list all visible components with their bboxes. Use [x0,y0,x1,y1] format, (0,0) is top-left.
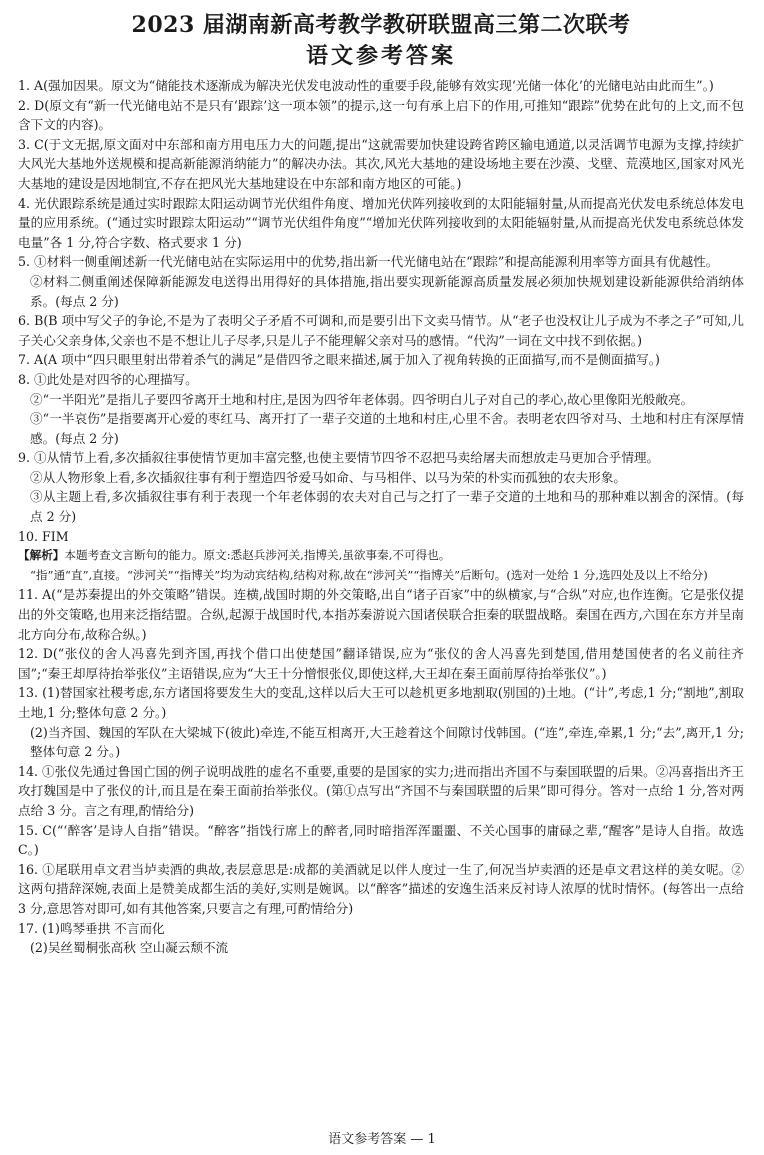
answer-q7: 7. A(A 项中“四只眼里射出带着杀气的满足”是借四爷之眼来描述,属于加入了视角转换的正面描写,而不是侧面描写。) [18,352,660,368]
page-footer: 语文参考答案 — 1 [328,1132,436,1147]
answer-q8-point3: ③“一半哀伤”是指要离开心爱的枣红马、离开打了一辈子交道的土地和村庄,心里不舍。表明老农四爷对马、土地和村庄有深厚情感。(每点 2 分) [30,411,744,446]
answer-q11: 11. A(“是苏秦提出的外交策略”错误。连横,战国时期的外交策略,出自“诸子百家”中的纵横家,与“合纵”对应,也作连衡。它是张仪提出的外交策略,也用来泛指结盟。合纵,起源于战国时代,本指苏秦游说六国诸侯联合拒秦的联盟战略。秦国在西方,六国在东方并呈南北方向分布,故称合纵。) [18,587,744,642]
answer-q10: 10. FIM [18,528,69,544]
answer-q10-analysis [18,546,744,566]
answer-q8-point1: 8. ①此处是对四爷的心理描写。 [18,371,198,387]
answer-q13-part2: (2)当齐国、魏国的军队在大梁城下(彼此)牵连,不能互相离开,大王趁着这个间隙讨伐韩国。(“连”,牵连,牵累,1 分;“去”,离开,1 分;整体句意 2 分。) [30,724,744,760]
answer-q8-point2: ②“一半阳光”是指儿子要四爷离开土地和村庄,是因为四爷年老体弱。四爷明白儿子对自己的孝心,故心里像阳光般敞亮。 [30,391,694,407]
document-title: 2023 届湖南新高考教学教研联盟高三第二次联考 [131,12,631,38]
answer-q17-part1: 17. (1)鸣琴垂拱 不言而化 [18,920,165,936]
answer-q1: 1. A(强加因果。原文为“储能技术逐渐成为解决光伏发电波动性的重要手段,能够有效实现‘光储一体化’的光储电站由此而生”。) [18,78,714,93]
answer-q6: 6. B(B 项中写父子的争论,不是为了表明父子矛盾不可调和,而是要引出下文卖马情节。从“老子也没权让儿子成为不孝之子”可知,儿子关心父亲身体,父亲也不是不想让儿子尽孝,只是儿子不能理解父亲对马的感情。“代沟”一词在文中找不到依据。) [18,313,744,348]
answer-q15: 15. C(“‘醉客’是诗人自指”错误。“醉客”指饯行席上的醉者,同时暗指浑浑噩噩、不关心国事的庸碌之辈,“醒客”是诗人自指。故选 C。) [18,822,744,858]
answer-q5-point2: ②材料二侧重阐述保障新能源发电送得出用得好的具体措施,指出要实现新能源高质量发展必须加快规划建设新能源供给消纳体系。(每点 2 分) [30,273,744,309]
answer-q10-analysis-detail: “指”通“直”,直接。“涉河关”“指博关”均为动宾结构,结构对称,故在“涉河关”“指博关”后断句。(选对一处给 1 分,选四处及以上不给分) [30,567,708,582]
answer-q2: 2. D(原文有“新一代光储电站不是只有‘跟踪’这一项本领”的提示,这一句有承上启下的作用,可推知“跟踪”优势在此句的上文,而不包含下文的内容)。 [18,97,744,133]
answer-q4: 4. 光伏跟踪系统是通过实时跟踪太阳运动调节光伏组件角度、增加光伏阵列接收到的太阳能辐射量,从而提高光伏发电系统总体发电量的应用系统。(“通过实时跟踪太阳运动”“调节光伏组件角度”“增加光伏阵列接收到的太阳能辐射量,从而提高光伏发电系统总体发电量”各 1 分,符合字数、格式要求 1 分) [18,195,744,250]
answer-q5-point1: 5. ①材料一侧重阐述新一代光储电站在实际运用中的优势,指出新一代光储电站在“跟踪”和提高能源利用率等方面具有优越性。 [18,254,719,270]
document-subtitle: 语文参考答案 [305,44,456,69]
answer-q17-part2: (2)吴丝蜀桐张高秋 空山凝云颓不流 [30,940,229,956]
answer-q9-point1: 9. ①从情节上看,多次插叙往事使情节更加丰富完整,也使主要情节四爷不忍把马卖给屠夫而想放走马更加合乎情理。 [18,450,660,466]
analysis-tag: 【解析】 [18,548,65,563]
answer-q13-part1: 13. (1)替国家社稷考虑,东方诸国将要发生大的变乱,这样以后大王可以趁机更多地割取(别国的)土地。(“计”,考虑,1 分;“割地”,割取土地,1 分;整体句意 2 分。) [18,685,744,720]
answer-q9-point2: ②从人物形象上看,多次插叙往事有利于塑造四爷爱马如命、与马相伴、以马为荣的朴实而孤独的农夫形象。 [30,469,626,485]
answer-q12: 12. D(“张仪的舍人冯喜先到齐国,再找个借口出使楚国”翻译错误,应为“张仪的舍人冯喜先到楚国,借用楚国使者的名义前往齐国”;“秦王却厚待抬举张仪”主语错误,应为“大王十分憎恨张仪,即使这样,大王却在秦王面前厚待抬举张仪”。) [18,646,744,681]
answer-list [18,76,744,958]
answer-q3: 3. C(于文无据,原文面对中东部和南方用电压力大的问题,提出“这就需要加快建设跨省跨区输电通道,以灵活调节电源为支撑,持续扩大风光大基地外送规模和提高新能源消纳能力”的解决办法。其次,风光大基地的建设场地主要在沙漠、戈壁、荒漠地区,国家对风光大基地的建设是因地制宜,不存在把风光大基地建设在中东部和南方地区的可能。) [18,136,744,191]
analysis-text: 本题考查文言断句的能力。原文:悉赵兵涉河关,指博关,虽欲事秦,不可得也。 [64,548,451,563]
answer-q16: 16. ①尾联用卓文君当垆卖酒的典故,表层意思是:成都的美酒就足以伴人度过一生了,何况当垆卖酒的还是卓文君这样的美女呢。②这两句措辞深婉,表面上是赞美成都生活的美好,实则是婉讽。以“醉客”描述的安逸生活来反衬诗人浓厚的忧时情怀。(每答出一点给 3 分,意思答对即可,如有其他答案,只要言之有理,可酌情给分) [18,861,744,916]
answer-q9-point3: ③从主题上看,多次插叙往事有利于表现一个年老体弱的农夫对自己与之打了一辈子交道的土地和马的那种难以割舍的深情。(每点 2 分) [30,489,744,525]
answer-q14: 14. ①张仪先通过鲁国亡国的例子说明战胜的虚名不重要,重要的是国家的实力;进而指出齐国不与秦国联盟的后果。②冯喜指出齐王攻打魏国是中了张仪的计,而且是在秦王面前抬举张仪。(第①点写出“齐国不与秦国联盟的后果”即可得分。答对一点给 1 分,答对两点给 3 分。言之有理,酌情给分) [18,763,744,818]
